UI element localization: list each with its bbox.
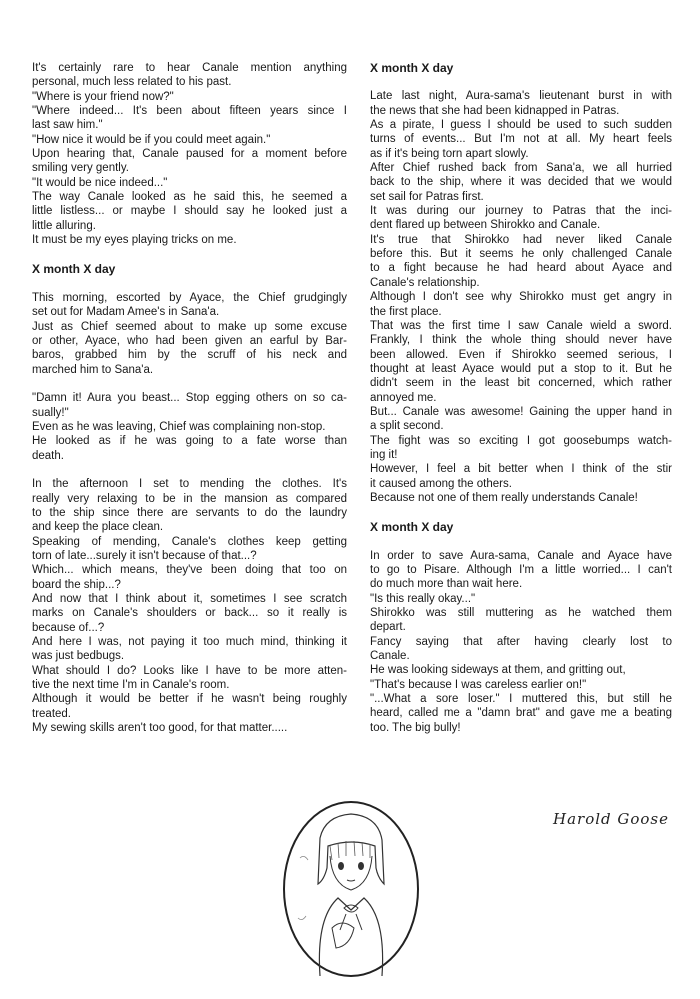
paragraph [370, 89, 672, 118]
text-line: tive the next time I'm in Canale's room. [32, 679, 230, 692]
paragraph [32, 420, 347, 434]
text-line: a split second. [370, 420, 444, 433]
paragraph-gap [32, 463, 347, 477]
paragraph [32, 592, 347, 635]
paragraph [370, 161, 672, 204]
text-line: heard, called me a "damn brat" and gave me a beating [370, 707, 672, 720]
text-line: As a pirate, I guess I should be used to such sudden [370, 119, 672, 132]
text-line: It's certainly rare to hear Canale mention anything [32, 62, 347, 74]
text-line: "Where is your friend now?" [32, 90, 174, 103]
text-line: turns of events... But I'm not at all. My heart feels [370, 133, 672, 146]
text-line: little alluring. [32, 219, 96, 232]
text-line: set sail for Patras first. [370, 190, 484, 203]
text-line: "...What a sore loser." I muttered this, but still he [370, 693, 672, 706]
paragraph [32, 563, 347, 592]
text-line: been allowed. Even if Shirokko seemed serious, I [370, 348, 672, 361]
text-line: It must be my eyes playing tricks on me. [32, 234, 237, 247]
text-line: Canale's relationship. [370, 276, 480, 289]
paragraph [370, 606, 672, 635]
paragraph [370, 663, 672, 677]
text-line: Shirokko was still muttering as he watched them [370, 607, 672, 620]
paragraph [32, 320, 347, 377]
text-line: thought at least Ayace would put a stop to it. But he [370, 362, 672, 375]
text-line: What should I do? Looks like I have to be more atten- [32, 664, 347, 677]
paragraph [32, 721, 347, 735]
text-line: That was the first time I saw Canale wield a sword. [370, 319, 672, 332]
paragraph [370, 204, 672, 233]
text-line: After Chief rushed back from Sana'a, we all hurried [370, 162, 672, 175]
text-line: Which... which means, they've been doing that too on [32, 564, 347, 577]
paragraph [32, 233, 347, 247]
text-line: back to the ship, where it was decided that we would [370, 176, 672, 189]
text-line: "Is this really okay..." [370, 592, 476, 605]
text-line: little listless... or maybe I should say he looked just a [32, 205, 347, 218]
text-line: Speaking of mending, Canale's clothes keep getting [32, 535, 347, 548]
text-line: or other, Ayace, who had been given an earful by Bar- [32, 334, 347, 347]
right-column [370, 61, 672, 735]
text-line: He was looking sideways at them, and gritting out, [370, 664, 626, 677]
paragraph [32, 190, 347, 233]
text-line: board the ship...? [32, 578, 121, 591]
paragraph [32, 635, 347, 664]
text-line: do much more than wait here. [370, 578, 523, 591]
text-line: Fancy saying that after having clearly lost to [370, 635, 672, 648]
text-line: The fight was so exciting I got goosebumps watch- [370, 434, 672, 447]
text-line: And now that I think about it, sometimes I see scratch [32, 593, 347, 606]
paragraph [370, 462, 672, 491]
text-line: He looked as if he was going to a fate worse than [32, 435, 347, 448]
text-line: In order to save Aura-sama, Canale and Ayace have [370, 549, 672, 562]
text-line: Just as Chief seemed about to make up some excuse [32, 320, 347, 333]
paragraph [32, 133, 347, 147]
text-line: But... Canale was awesome! Gaining the upper hand in [370, 405, 672, 418]
text-line: to go to Pisare. Although I'm a little worried... I can't [370, 564, 672, 576]
text-line: really very relaxing to be in the mansion as compared [32, 492, 347, 505]
paragraph [32, 90, 347, 104]
entry-date-heading: X month X day [370, 61, 454, 75]
text-line: "How nice it would be if you could meet again." [32, 133, 271, 146]
text-line: My sewing skills aren't too good, for that matter..... [32, 722, 288, 735]
text-line: "Damn it! Aura you beast... Stop egging others on so ca- [32, 392, 347, 405]
paragraph [32, 434, 347, 463]
text-line: ing it! [370, 448, 398, 461]
paragraph [370, 678, 672, 692]
text-line: it caused among the others. [370, 477, 512, 490]
paragraph [370, 692, 672, 735]
text-line: However, I feel a bit better when I think of the stir [370, 463, 672, 476]
text-line: to a fight because he had heard about Ayace and [370, 262, 672, 275]
paragraph [370, 290, 672, 319]
text-line: because of...? [32, 621, 105, 634]
text-line: Although I don't see why Shirokko must get angry in [370, 291, 672, 304]
text-line: It's true that Shirokko had never liked Canale [370, 233, 672, 246]
paragraph [32, 692, 347, 721]
text-line: "It would be nice indeed..." [32, 176, 168, 189]
text-line: sually!" [32, 406, 69, 419]
paragraph [32, 291, 347, 320]
text-line: torn of late...surely it isn't because of that...? [32, 550, 257, 562]
text-line: as if it's being torn apart slowly. [370, 147, 529, 160]
girl-portrait-icon [280, 798, 422, 980]
text-line: baros, grabbed him by the scruff of his neck and [32, 349, 347, 362]
paragraph [370, 118, 672, 161]
text-line: Late last night, Aura-sama's lieutenant burst in with [370, 90, 672, 103]
text-line: Upon hearing that, Canale paused for a moment before [32, 148, 347, 161]
entry-date-heading: X month X day [370, 520, 454, 535]
paragraph [32, 176, 347, 190]
paragraph [32, 535, 347, 564]
text-line: "That's because I was careless earlier on!" [370, 678, 587, 691]
text-line: smiling very gently. [32, 162, 129, 175]
paragraph [32, 664, 347, 693]
text-line: This morning, escorted by Ayace, the Chief grudgingly [32, 291, 347, 304]
text-line: personal, much less related to his past. [32, 76, 232, 89]
author-signature: Harold Goose [553, 810, 670, 828]
entry-date-heading: X month X day [32, 262, 116, 277]
text-line: didn't seem in the least bit concerned, which rather [370, 377, 672, 390]
paragraph [32, 147, 347, 176]
text-line: the news that she had been kidnapped in Patras. [370, 104, 620, 117]
text-line: dent flared up between Shirokko and Canale. [370, 219, 601, 232]
text-line: "Where indeed... It's been about fifteen years since I [32, 105, 347, 118]
paragraph [32, 477, 347, 534]
text-line: marks on Canale's shoulders or back... so it really is [32, 607, 347, 620]
text-line: death. [32, 449, 64, 462]
paragraph [370, 434, 672, 463]
paragraph-gap [32, 377, 347, 391]
text-line: treated. [32, 707, 71, 720]
paragraph [370, 405, 672, 434]
text-line: It was during our journey to Patras that the inci- [370, 205, 672, 218]
text-line: the first place. [370, 305, 442, 318]
paragraph [370, 592, 672, 606]
text-line: depart. [370, 621, 406, 634]
text-line: In the afternoon I set to mending the clothes. It's [32, 478, 347, 491]
paragraph [370, 319, 672, 405]
left-column [32, 61, 347, 735]
text-line: marched him to Sana'a. [32, 363, 154, 376]
text-line: And here I was, not paying it too much mind, thinking it [32, 636, 347, 649]
paragraph [370, 549, 672, 592]
text-line: Frankly, I think the whole thing should never have [370, 334, 672, 347]
text-line: was just bedbugs. [32, 650, 125, 663]
paragraph [32, 104, 347, 133]
paragraph [32, 391, 347, 420]
paragraph [32, 61, 347, 90]
text-line: annoyed me. [370, 391, 437, 404]
text-line: set out for Madam Amee's in Sana'a. [32, 306, 220, 319]
text-line: before this. But it seems he only challenged Canale [370, 248, 672, 261]
text-line: too. The big bully! [370, 721, 461, 734]
paragraph [370, 233, 672, 290]
text-line: and keep the place clean. [32, 521, 164, 534]
text-line: last saw him." [32, 119, 103, 132]
text-line: to the ship since there are servants to do the laundry [32, 506, 347, 519]
text-line: Canale. [370, 650, 410, 663]
text-line: Although it would be better if he wasn't being roughly [32, 693, 347, 706]
text-line: Even as he was leaving, Chief was complaining non-stop. [32, 420, 326, 433]
text-line: Because not one of them really understands Canale! [370, 491, 638, 504]
text-line: The way Canale looked as he said this, he seemed a [32, 191, 347, 204]
paragraph [370, 635, 672, 664]
paragraph [370, 491, 672, 505]
